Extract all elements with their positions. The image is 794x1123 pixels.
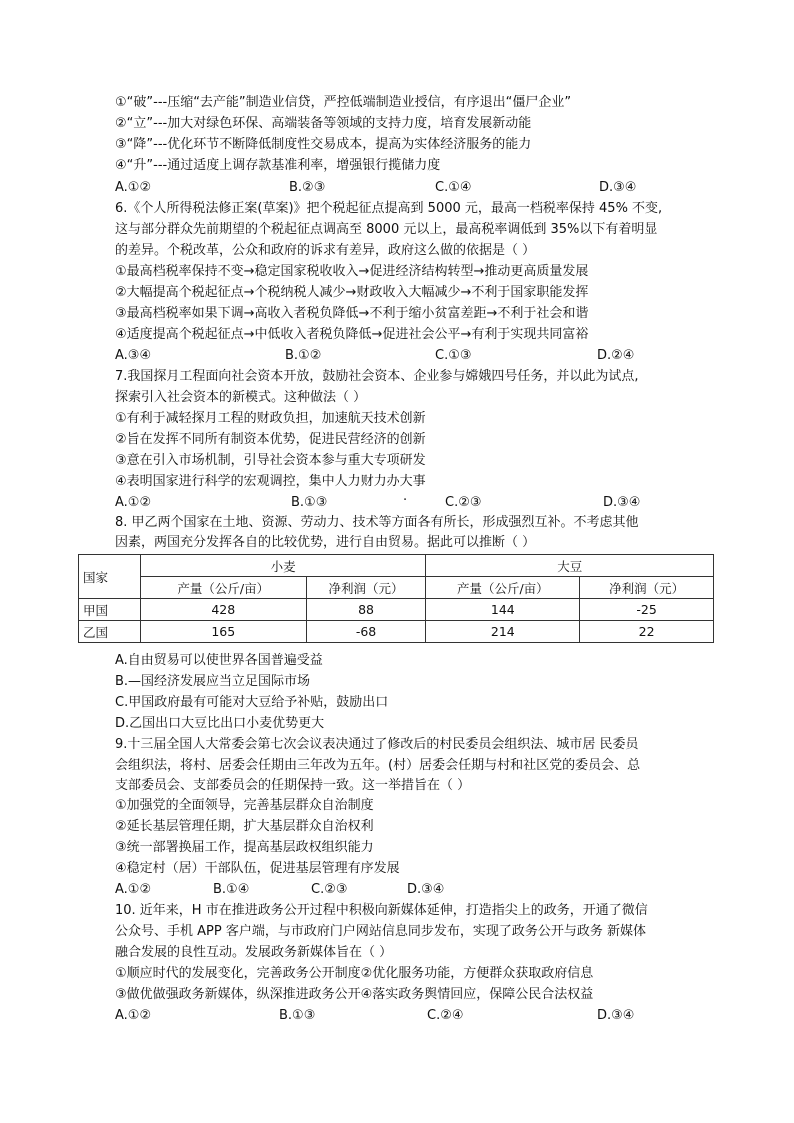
q6-option-d[interactable]: D.②④	[597, 348, 635, 363]
q6-stem-3: 的差异。个税改革，公众和政府的诉求有差异，政府这么做的依据是（ ）	[115, 243, 536, 258]
q8-option-c[interactable]: C.甲国政府最有可能对大豆给予补贴，鼓励出口	[115, 695, 389, 710]
q6-option-c[interactable]: C.①③	[435, 348, 472, 363]
q6-item-3: ③最高档税率如果下调→高收入者税负降低→不利于缩小贫富差距→不利于社会和谐	[115, 306, 589, 321]
q10-stem-3: 融合发展的良性互动。发展政务新媒体旨在（ ）	[115, 945, 393, 960]
q9-stem-2: 会组织法，将村、居委会任期由三年改为五年。(村）居委会任期与村和社区党的委员会、总	[115, 758, 641, 773]
q8-option-b[interactable]: B.—国经济发展应当立足国际市场	[115, 674, 311, 689]
q9-option-b[interactable]: B.①④	[213, 882, 250, 897]
q7-item-1: ①有利于减轻探月工程的财政负担，加速航天技术创新	[115, 411, 426, 426]
q9-item-3: ③统一部署换届工作，提高基层政权组织能力	[115, 840, 374, 855]
q9-option-a[interactable]: A.①②	[115, 882, 152, 897]
table-cell: 22	[580, 621, 714, 643]
q7-option-a[interactable]: A.①②	[115, 495, 152, 510]
q5-option-b[interactable]: B.②③	[289, 180, 326, 195]
q9-option-d[interactable]: D.③④	[407, 882, 445, 897]
country-header: 国家	[79, 555, 141, 599]
q7-item-4: ④表明国家进行科学的宏观调控，集中人力财力办大事	[115, 474, 426, 489]
q9-options	[115, 881, 675, 899]
q5-item-2: ②“立”---加大对绿色环保、高端装备等领域的支持力度，培育发展新动能	[115, 116, 532, 131]
table-row	[79, 599, 714, 621]
row-country: 甲国	[79, 599, 141, 621]
q8-stem-1: 8. 甲乙两个国家在土地、资源、劳动力、技术等方面各有所长，形成强烈互补。不考虑其他	[115, 515, 639, 530]
q9-option-c[interactable]: C.②③	[311, 882, 348, 897]
q8-stem-2: 因素，两国充分发挥各自的比较优势，进行自由贸易。据此可以推断（ ）	[115, 535, 536, 550]
q5-item-1: ①“破”---压缩“去产能”制造业信贷，严控低端制造业授信，有序退出“僵尸企业”	[115, 95, 572, 110]
table-row	[79, 621, 714, 643]
q6-item-4: ④适度提高个税起征点→中低收入者税负降低→促进社会公平→有利于实现共同富裕	[115, 327, 589, 342]
q5-options	[115, 179, 675, 197]
q8-option-d[interactable]: D.乙国出口大豆比出口小麦优势更大	[115, 716, 325, 731]
q7-item-2: ②旨在发挥不同所有制资本优势，促进民营经济的创新	[115, 432, 426, 447]
q7-stem-1: 7.我国探月工程面向社会资本开放，鼓励社会资本、企业参与嫦娥四号任务，并以此为试点,	[115, 369, 639, 384]
table-header-row	[79, 555, 714, 577]
q5-option-a[interactable]: A.①②	[115, 180, 152, 195]
q5-option-d[interactable]: D.③④	[599, 180, 637, 195]
table-cell: 165	[140, 621, 306, 643]
q6-item-1: ①最高档税率保持不变→稳定国家税收收入→促进经济结构转型→推动更高质量发展	[115, 264, 589, 279]
q7-stem-2: 探索引入社会资本的新模式。这种做法（ ）	[115, 390, 367, 405]
q6-stem-1: 6.《个人所得税法修正案(草案)》把个税起征点提高到 5000 元，最高一档税率保持 45% 不变,	[115, 201, 663, 216]
q7-options	[115, 489, 675, 512]
q5-option-c[interactable]: C.①④	[435, 180, 472, 195]
q7-option-c[interactable]: C.②③	[445, 495, 482, 510]
wheat-header: 小麦	[140, 555, 426, 577]
q8-option-a[interactable]: A.自由贸易可以使世界各国普遍受益	[115, 653, 323, 668]
q10-stem-1: 10. 近年来，H 市在推进政务公开过程中积极向新媒体延伸，打造指尖上的政务，开通了微信	[115, 903, 648, 918]
q5-item-4: ④“升”---通过适度上调存款基准利率，增强银行揽储力度	[115, 158, 441, 173]
q9-item-4: ④稳定村（居）干部队伍，促进基层管理有序发展	[115, 861, 400, 876]
q10-items-1: ①顺应时代的发展变化，完善政务公开制度②优化服务功能，方便群众获取政府信息	[115, 966, 594, 981]
q10-option-d[interactable]: D.③④	[597, 1008, 635, 1023]
table-cell: 214	[426, 621, 580, 643]
q10-option-a[interactable]: A.①②	[115, 1008, 152, 1023]
q10-option-b[interactable]: B.①③	[279, 1008, 316, 1023]
q6-option-a[interactable]: A.③④	[115, 348, 152, 363]
table-cell: -25	[580, 599, 714, 621]
q9-stem-1: 9.十三届全国人大常委会第七次会议表决通过了修改后的村民委员会组织法、城市居 民委员	[115, 737, 639, 752]
table-subheader-row	[79, 577, 714, 599]
q9-item-2: ②延长基层管理任期，扩大基层群众自治权利	[115, 819, 374, 834]
q7-option-d[interactable]: D.③④	[603, 495, 641, 510]
table-cell: 428	[140, 599, 306, 621]
q10-stem-2: 公众号、手机 APP 客户端，与市政府门户网站信息同步发布，实现了政务公开与政务 新媒体	[115, 924, 646, 939]
q6-options	[115, 347, 675, 365]
q7-option-b[interactable]: B.①③	[291, 495, 328, 510]
q10-items-2: ③做优做强政务新媒体，纵深推进政务公开④落实政务舆情回应，保障公民合法权益	[115, 987, 594, 1002]
row-country: 乙国	[79, 621, 141, 643]
q6-option-b[interactable]: B.①②	[285, 348, 322, 363]
q9-item-1: ①加强党的全面领导，完善基层群众自治制度	[115, 798, 374, 813]
q6-stem-2: 这与部分群众先前期望的个税起征点调高至 8000 元以上，最高税率调低到 35%以下有着明显	[115, 222, 658, 237]
q6-item-2: ②大幅提高个税起征点→个税纳税人减少→财政收入大幅减少→不利于国家职能发挥	[115, 285, 589, 300]
soy-profit-header: 净利润（元）	[580, 577, 714, 599]
q10-option-c[interactable]: C.②④	[427, 1008, 464, 1023]
table-cell: -68	[306, 621, 426, 643]
q7-item-3: ③意在引入市场机制，引导社会资本参与重大专项研发	[115, 453, 426, 468]
q10-options	[115, 1007, 675, 1025]
table-cell: 88	[306, 599, 426, 621]
wheat-profit-header: 净利润（元）	[306, 577, 426, 599]
table-cell: 144	[426, 599, 580, 621]
q5-item-3: ③“降”---优化环节不断降低制度性交易成本，提高为实体经济服务的能力	[115, 137, 532, 152]
soy-yield-header: 产量（公斤/亩）	[426, 577, 580, 599]
q8-data-table	[78, 554, 714, 643]
soy-header: 大豆	[426, 555, 714, 577]
wheat-yield-header: 产量（公斤/亩）	[140, 577, 306, 599]
q9-stem-3: 支部委员会、支部委员会的任期保持一致。这一举措旨在（ ）	[115, 778, 471, 793]
stray-dot: .	[403, 489, 408, 504]
